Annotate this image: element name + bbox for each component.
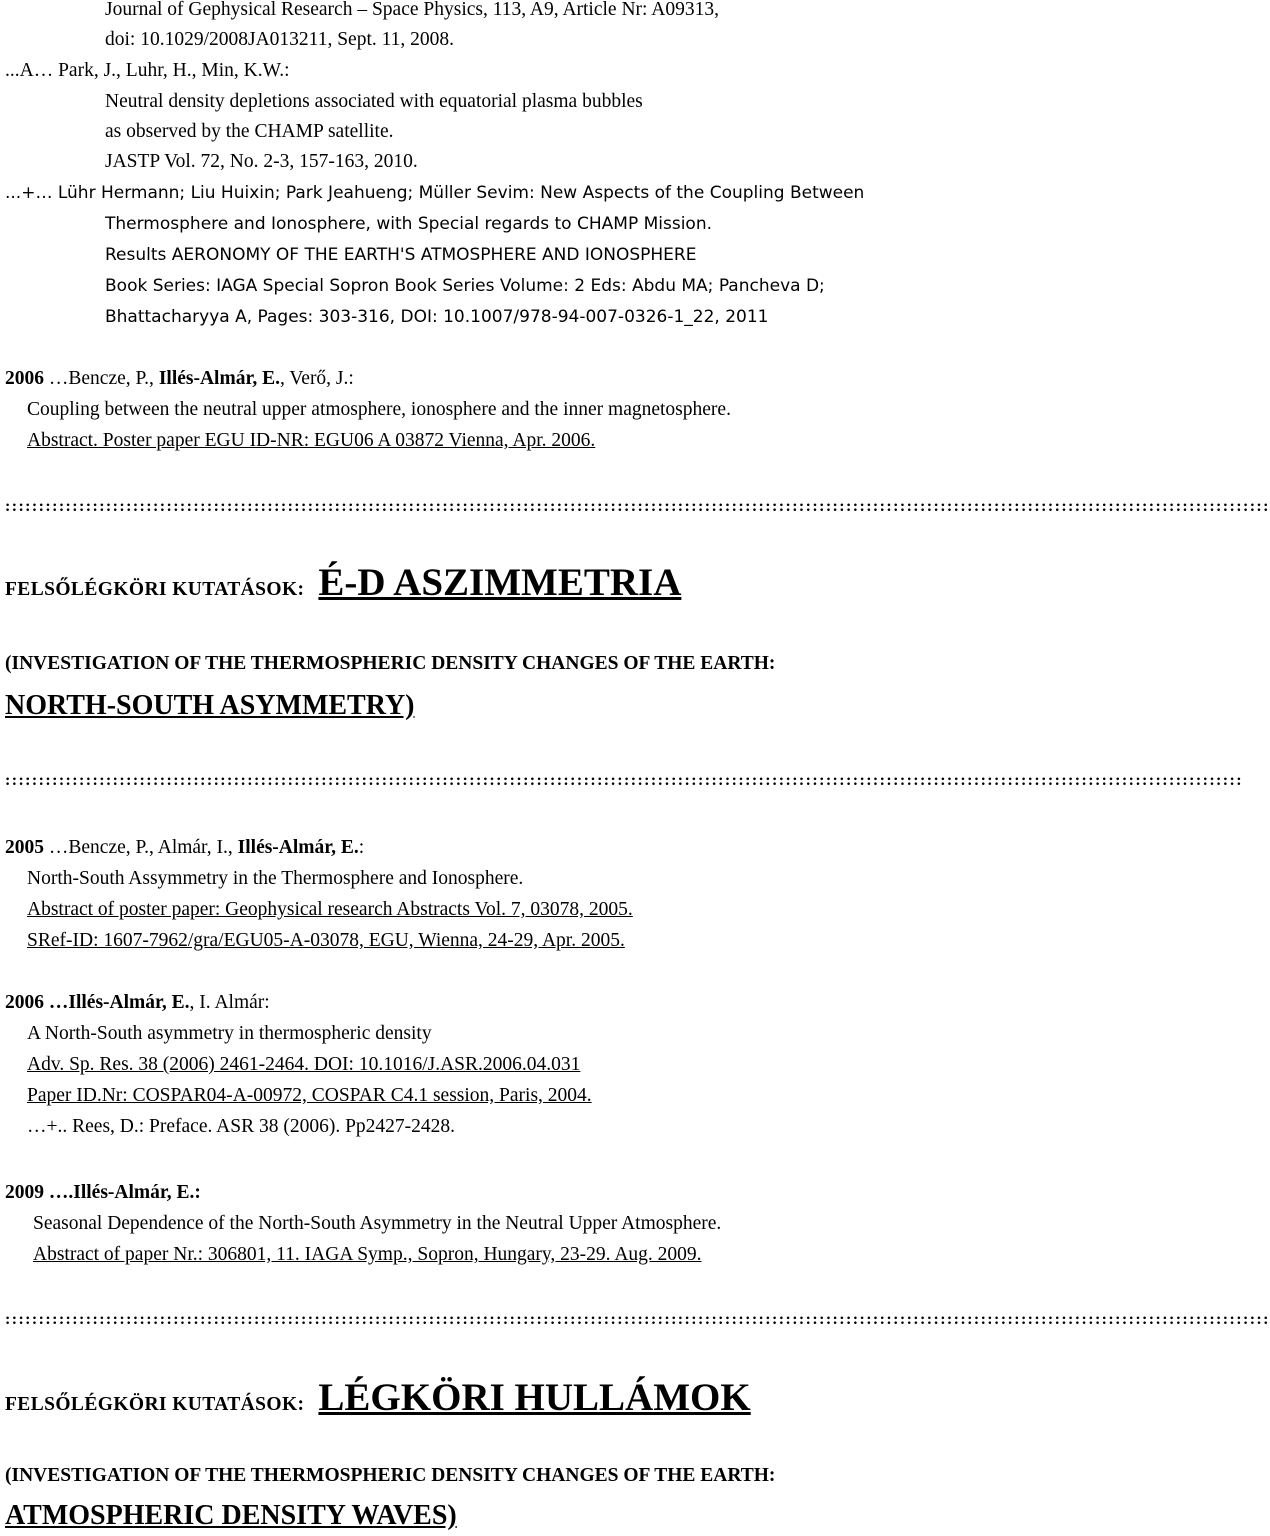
entry-2006-illes-journal: Adv. Sp. Res. 38 (2006) 2461-2464. DOI: 10.1016/J.ASR.2006.04.031: [27, 1054, 581, 1075]
entry-year: 2006: [5, 368, 44, 389]
entry-2006-bencze-abstract: Abstract. Poster paper EGU ID-NR: EGU06 A 03872 Vienna, Apr. 2006.: [27, 430, 596, 451]
entry-authors: …Bencze, P.,: [44, 368, 159, 389]
entry-year: 2005: [5, 837, 44, 858]
luhr-line-4: Book Series: IAGA Special Sopron Book Series Volume: 2 Eds: Abdu MA; Pancheva D;: [105, 276, 825, 296]
section-title: LÉGKÖRI HULLÁMOK: [318, 1376, 751, 1419]
entry-authors-rest: :: [358, 837, 365, 858]
jgr-line-1: Journal of Gephysical Research – Space Physics, 113, A9, Article Nr: A09313,: [105, 0, 719, 20]
entry-2009-heading: [5, 1181, 201, 1205]
entry-2005-abstract: Abstract of poster paper: Geophysical research Abstracts Vol. 7, 03078, 2005.: [27, 899, 633, 920]
entry-year: 2009: [5, 1182, 44, 1203]
park-authors: ...A… Park, J., Luhr, H., Min, K.W.:: [5, 60, 290, 81]
entry-2006-bencze-heading: [5, 367, 354, 391]
entry-authors-rest: , Verő, J.:: [279, 368, 354, 389]
entry-2005-sref: SRef-ID: 1607-7962/gra/EGU05-A-03078, EGU, Wienna, 24-29, Apr. 2005.: [27, 930, 625, 951]
entry-2006-illes-title: A North-South asymmetry in thermospheric density: [27, 1023, 432, 1044]
luhr-line-1: ...+… Lühr Hermann; Liu Huixin; Park Jeahueng; Müller Sevim: New Aspects of the Coupling Between: [5, 183, 865, 203]
park-journal: JASTP Vol. 72, No. 2-3, 157-163, 2010.: [105, 151, 418, 172]
dotted-separator: ::::::::::::::::::::::::::::::::::::::::::::::::::::::::::::::::::::::::::::::::::::::::::::::::::::::::::::::::::::::::::::::::::::::::::::::::::::::::::::::::::::::::::::::::::::::::: [5, 772, 1243, 789]
entry-author-highlight: Illés-Almár, E.: [158, 368, 280, 389]
section-heading-ns-asymmetry: [5, 560, 955, 605]
section-subtitle: NORTH-SOUTH ASYMMETRY): [5, 690, 415, 721]
luhr-line-2: Thermosphere and Ionosphere, with Special regards to CHAMP Mission.: [105, 214, 713, 234]
park-title-line-1: Neutral density depletions associated with equatorial plasma bubbles: [105, 91, 643, 112]
entry-2006-illes-heading: [5, 991, 270, 1015]
entry-2006-illes-preface: …+.. Rees, D.: Preface. ASR 38 (2006). Pp2427-2428.: [27, 1116, 456, 1137]
luhr-line-3: Results AERONOMY OF THE EARTH'S ATMOSPHERE AND IONOSPHERE: [105, 245, 697, 265]
dotted-separator: ::::::::::::::::::::::::::::::::::::::::::::::::::::::::::::::::::::::::::::::::::::::::::::::::::::::::::::::::::::::::::::::::::::::::::::::::::::::::::::::::::::::::::::::::::::::::::::: [5, 1311, 1270, 1328]
park-title-line-2: as observed by the CHAMP satellite.: [105, 121, 394, 142]
section-title: É-D ASZIMMETRIA: [318, 561, 682, 604]
entry-2005-heading: [5, 836, 364, 860]
entry-2005-title: North-South Assymmetry in the Thermosphere and Ionosphere.: [27, 868, 524, 889]
entry-author-highlight: Illés-Almár, E.: [237, 837, 359, 858]
jgr-line-2: doi: 10.1029/2008JA013211, Sept. 11, 2008.: [105, 29, 455, 50]
entry-2006-illes-paper: Paper ID.Nr: COSPAR04-A-00972, COSPAR C4.1 session, Paris, 2004.: [27, 1085, 592, 1106]
section-label: FELSŐLÉGKÖRI KUTATÁSOK:: [5, 1394, 305, 1415]
entry-year: 2006: [5, 992, 44, 1013]
entry-2009-abstract: Abstract of paper Nr.: 306801, 11. IAGA Symp., Sopron, Hungary, 23-29. Aug. 2009.: [33, 1244, 702, 1265]
luhr-line-5: Bhattacharyya A, Pages: 303-316, DOI: 10.1007/978-94-007-0326-1_22, 2011: [105, 307, 769, 327]
dotted-separator: ::::::::::::::::::::::::::::::::::::::::::::::::::::::::::::::::::::::::::::::::::::::::::::::::::::::::::::::::::::::::::::::::::::::::::::::::::::::::::::::::::::::::::::::::::::::::::::: [5, 498, 1270, 515]
entry-2009-title: Seasonal Dependence of the North-South Asymmetry in the Neutral Upper Atmosphere.: [33, 1213, 722, 1234]
section-investigation: (INVESTIGATION OF THE THERMOSPHERIC DENSITY CHANGES OF THE EARTH:: [5, 653, 776, 674]
entry-2006-bencze-title: Coupling between the neutral upper atmosphere, ionosphere and the inner magnetosphere.: [27, 399, 731, 420]
section-subtitle: ATMOSPHERIC DENSITY WAVES): [5, 1500, 457, 1531]
entry-authors-rest: , I. Almár:: [189, 992, 270, 1013]
section-heading-density-waves: [5, 1375, 955, 1420]
section-investigation: (INVESTIGATION OF THE THERMOSPHERIC DENSITY CHANGES OF THE EARTH:: [5, 1465, 776, 1486]
entry-authors: …Bencze, P., Almár, I.,: [44, 837, 238, 858]
entry-author-highlight: ….Illés-Almár, E.:: [44, 1182, 201, 1203]
section-label: FELSŐLÉGKÖRI KUTATÁSOK:: [5, 579, 305, 600]
entry-author-highlight: …Illés-Almár, E.: [44, 992, 190, 1013]
